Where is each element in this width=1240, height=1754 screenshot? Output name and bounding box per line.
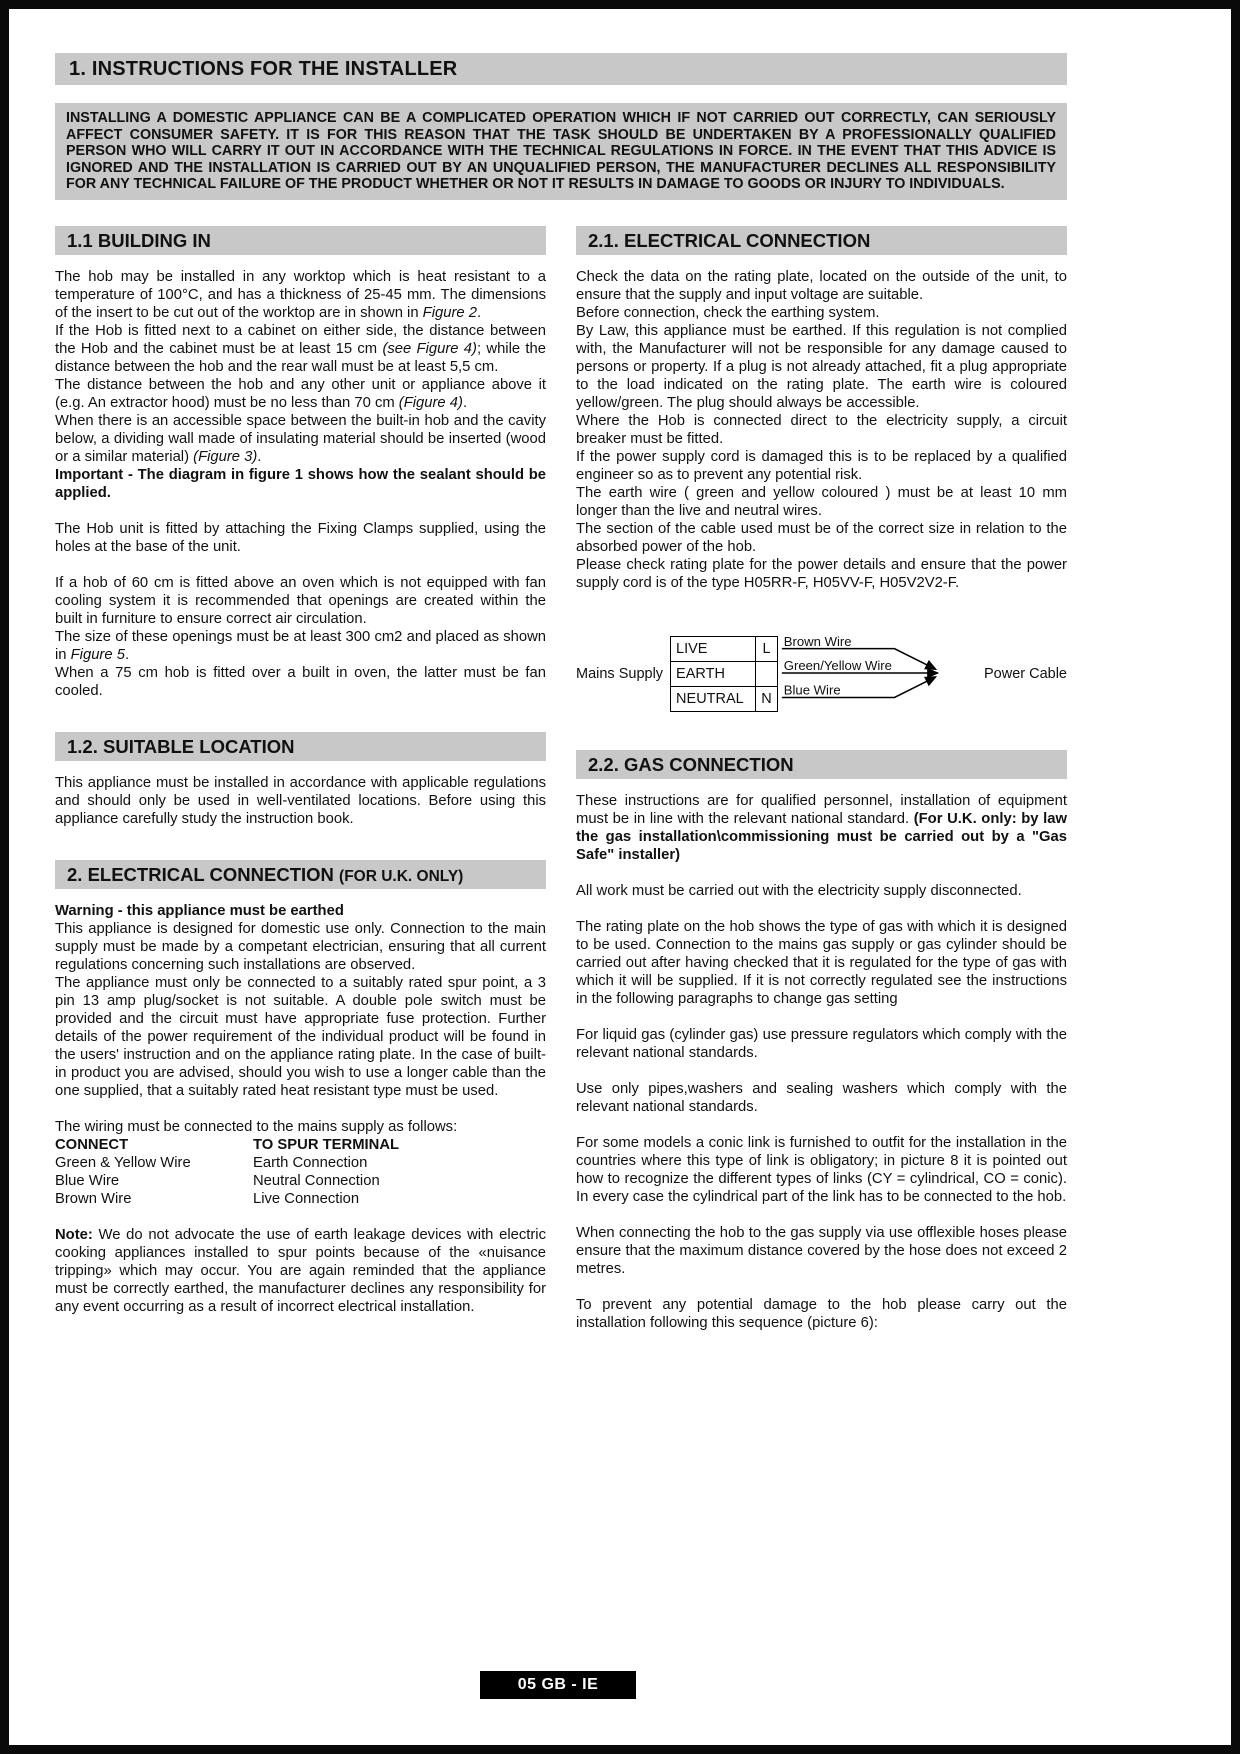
paragraph: The distance between the hob and any other unit or appliance above it (e.g. An extractor hood) must be no less than 70 cm (Figure 4). (55, 376, 546, 411)
section-electrical-uk (55, 860, 546, 1316)
paragraph: The Hob unit is fitted by attaching the Fixing Clamps supplied, using the holes at the base of the unit. (55, 520, 546, 555)
paragraph: For some models a conic link is furnished to outfit for the installation in the countries where this type of link is obligatory; in picture 8 it is pointed out how to recognize the different types of links (CY = cylindrical, CO = conic). In every case the cylindrical part of the link has to be connected to the hob. (576, 1134, 1067, 1205)
paragraph: Please check rating plate for the power details and ensure that the power supply cord is of the type H05RR-F, H05VV-F, H05V2V2-F. (576, 556, 1067, 591)
paragraph: Note: We do not advocate the use of earth leakage devices with electric cooking appliances installed to spur points because of the «nuisance tripping» which may occur. You are again reminded that the appliance must be correctly earthed, the manufacturer declines any responsibility for any event occurring as a result of incorrect electrical installation. (55, 1226, 546, 1315)
table-row: Brown Wire Live Connection (55, 1190, 360, 1207)
two-column-layout (55, 226, 1067, 1332)
paragraph: The size of these openings must be at least 300 cm2 and placed as shown in Figure 5. (55, 628, 546, 663)
paragraph: The wiring must be connected to the mains supply as follows: (55, 1118, 458, 1135)
wire-arrows-graphic (780, 634, 979, 714)
electrical-connection-paragraphs (576, 268, 1067, 592)
footer-page-badge: 05 GB - IE (480, 1671, 636, 1699)
wiring-header-terminal: TO SPUR TERMINAL (253, 1136, 400, 1153)
paragraph: The rating plate on the hob shows the type of gas with which it is designed to be used. Connection to the mains gas supply or gas cylinder should be carried out after having checked that it is regulated for the type of gas with which it will be supplied. If it is not correctly regulated see the instructions in the following paragraphs to change gas setting (576, 918, 1067, 1007)
section-building-in (55, 226, 546, 700)
paragraph: To prevent any potential damage to the hob please carry out the installation following this sequence (picture 6): (576, 1296, 1067, 1331)
paragraph: If the power supply cord is damaged this is to be replaced by a qualified engineer so as to prevent any potential risk. (576, 448, 1067, 483)
mains-supply-label: Mains Supply (576, 665, 664, 682)
paragraph: Before connection, check the earthing system. (576, 304, 880, 321)
green-yellow-wire-label: Green/Yellow Wire (783, 657, 893, 673)
mains-supply-diagram (576, 634, 1067, 714)
section-heading-gas-connection: 2.2. GAS CONNECTION (576, 750, 1067, 779)
paragraph: When connecting the hob to the gas supply via use offlexible hoses please ensure that the maximum distance covered by the hose does not exceed 2 metres. (576, 1224, 1067, 1277)
right-column (576, 226, 1067, 1332)
page-content (55, 53, 1067, 1332)
section-heading-electrical-uk (55, 860, 546, 889)
section-heading-suitable-location: 1.2. SUITABLE LOCATION (55, 732, 546, 761)
brown-wire-label: Brown Wire (783, 633, 852, 649)
table-row: Green & Yellow Wire Earth Connection (55, 1154, 368, 1171)
electrical-uk-note (55, 1226, 546, 1316)
page-title: 1. INSTRUCTIONS FOR THE INSTALLER (55, 53, 1067, 85)
paragraph: For liquid gas (cylinder gas) use pressure regulators which comply with the relevant national standards. (576, 1026, 1067, 1061)
blue-wire-label: Blue Wire (783, 682, 841, 698)
paragraph: By Law, this appliance must be earthed. If this regulation is not complied with, the Manufacturer will not be responsible for any damage caused to persons or property. If a plug is not already attached, fit a plug appropriate to the load indicated on the rating plate. The earth wire is coloured yellow/green. The plug should always be accessible. (576, 322, 1067, 411)
electrical-uk-paragraphs (55, 902, 546, 1136)
section-suitable-location (55, 732, 546, 828)
terminal-table (670, 636, 778, 712)
paragraph: Use only pipes,washers and sealing washers which comply with the relevant national standards. (576, 1080, 1067, 1115)
paragraph: All work must be carried out with the electricity supply disconnected. (576, 882, 1022, 899)
paragraph: This appliance is designed for domestic use only. Connection to the main supply must be made by a competant electrician, ensuring that all current regulations concerning such installations are observed. (55, 920, 546, 973)
paragraph: If the Hob is fitted next to a cabinet on either side, the distance between the Hob and the cabinet must be at least 15 cm (see Figure 4); while the distance between the hob and the rear wall must be at least 5,5 cm. (55, 322, 546, 375)
paragraph: The earth wire ( green and yellow coloured ) must be at least 10 mm longer than the live and neutral wires. (576, 484, 1067, 519)
paragraph: Important - The diagram in figure 1 shows how the sealant should be applied. (55, 466, 546, 501)
table-row: Blue Wire Neutral Connection (55, 1172, 380, 1189)
paragraph: When a 75 cm hob is fitted over a built in oven, the latter must be fan cooled. (55, 664, 546, 699)
terminal-row-neutral: NEUTRAL N (671, 686, 778, 711)
paragraph: Check the data on the rating plate, located on the outside of the unit, to ensure that the supply and input voltage are suitable. (576, 268, 1067, 303)
section-heading-building-in: 1.1 BUILDING IN (55, 226, 546, 255)
paragraph: The appliance must only be connected to a suitably rated spur point, a 3 pin 13 amp plug/socket is not suitable. A double pole switch must be provided and the circuit must have appropriate fuse protection. Further details of the power requirement of the individual product will be found in the users' instruction and on the appliance rating plate. In the case of built-in product you are advised, should you wish to use a longer cable than the one supplied, that a suitably rated heat resistant type must be used. (55, 974, 546, 1099)
paragraph: The hob may be installed in any worktop which is heat resistant to a temperature of 100°C, and has a thickness of 25-45 mm. The dimensions of the insert to be cut out of the worktop are in shown in Figure 2. (55, 268, 546, 321)
section-heading-electrical-connection: 2.1. ELECTRICAL CONNECTION (576, 226, 1067, 255)
paragraph: The section of the cable used must be of the correct size in relation to the absorbed power of the hob. (576, 520, 1067, 555)
installer-warning-box: INSTALLING A DOMESTIC APPLIANCE CAN BE A COMPLICATED OPERATION WHICH IF NOT CARRIED OUT CORRECTLY, CAN SERIOUSLY AFFECT CONSUMER SAFETY. IT IS FOR THIS REASON THAT THE TASK SHOULD BE UNDERTAKEN BY A PROFESSIONALLY QUALIFIED PERSON WHO WILL CARRY IT OUT IN ACCORDANCE WITH THE TECHNICAL REGULATIONS IN FORCE. IN THE EVENT THAT THIS ADVICE IS IGNORED AND THE INSTALLATION IS CARRIED OUT BY AN UNQUALIFIED PERSON, THE MANUFACTURER DECLINES ALL RESPONSIBILITY FOR ANY TECHNICAL FAILURE OF THE PRODUCT WHETHER OR NOT IT RESULTS IN DAMAGE TO GOODS OR INJURY TO INDIVIDUALS. (55, 103, 1067, 200)
suitable-location-paragraphs (55, 774, 546, 828)
section-heading-electrical-uk-suffix: (FOR U.K. ONLY) (339, 867, 464, 885)
section-gas-connection (576, 750, 1067, 1332)
section-heading-electrical-uk-main: 2. ELECTRICAL CONNECTION (67, 863, 334, 885)
terminal-row-earth: EARTH (671, 661, 778, 686)
paragraph: When there is an accessible space between the built-in hob and the cavity below, a dividing wall made of insulating material should be inserted (wood or a similar material) (Figure 3). (55, 412, 546, 465)
wiring-header-connect: CONNECT (55, 1136, 129, 1153)
section-electrical-connection (576, 226, 1067, 714)
terminal-row-live: LIVE L (671, 636, 778, 661)
paragraph: If a hob of 60 cm is fitted above an oven which is not equipped with fan cooling system it is recommended that openings are created within the built in furniture to ensure correct air circulation. (55, 574, 546, 627)
wiring-table-header-row (55, 1136, 399, 1154)
paragraph: These instructions are for qualified personnel, installation of equipment must be in line with the relevant national standard. (For U.K. only: by law the gas installation\commissioning must be carried out by a "Gas Safe" installer) (576, 792, 1067, 863)
building-in-paragraphs (55, 268, 546, 700)
wiring-table (55, 1136, 399, 1208)
paragraph: Where the Hob is connected direct to the electricity supply, a circuit breaker must be fitted. (576, 412, 1067, 447)
paragraph: This appliance must be installed in accordance with applicable regulations and should only be used in well-ventilated locations. Before using this appliance carefully study the instruction book. (55, 774, 546, 827)
power-cable-label: Power Cable (983, 665, 1067, 682)
paragraph: Warning - this appliance must be earthed (55, 902, 344, 919)
gas-connection-paragraphs (576, 792, 1067, 1332)
left-column (55, 226, 546, 1332)
